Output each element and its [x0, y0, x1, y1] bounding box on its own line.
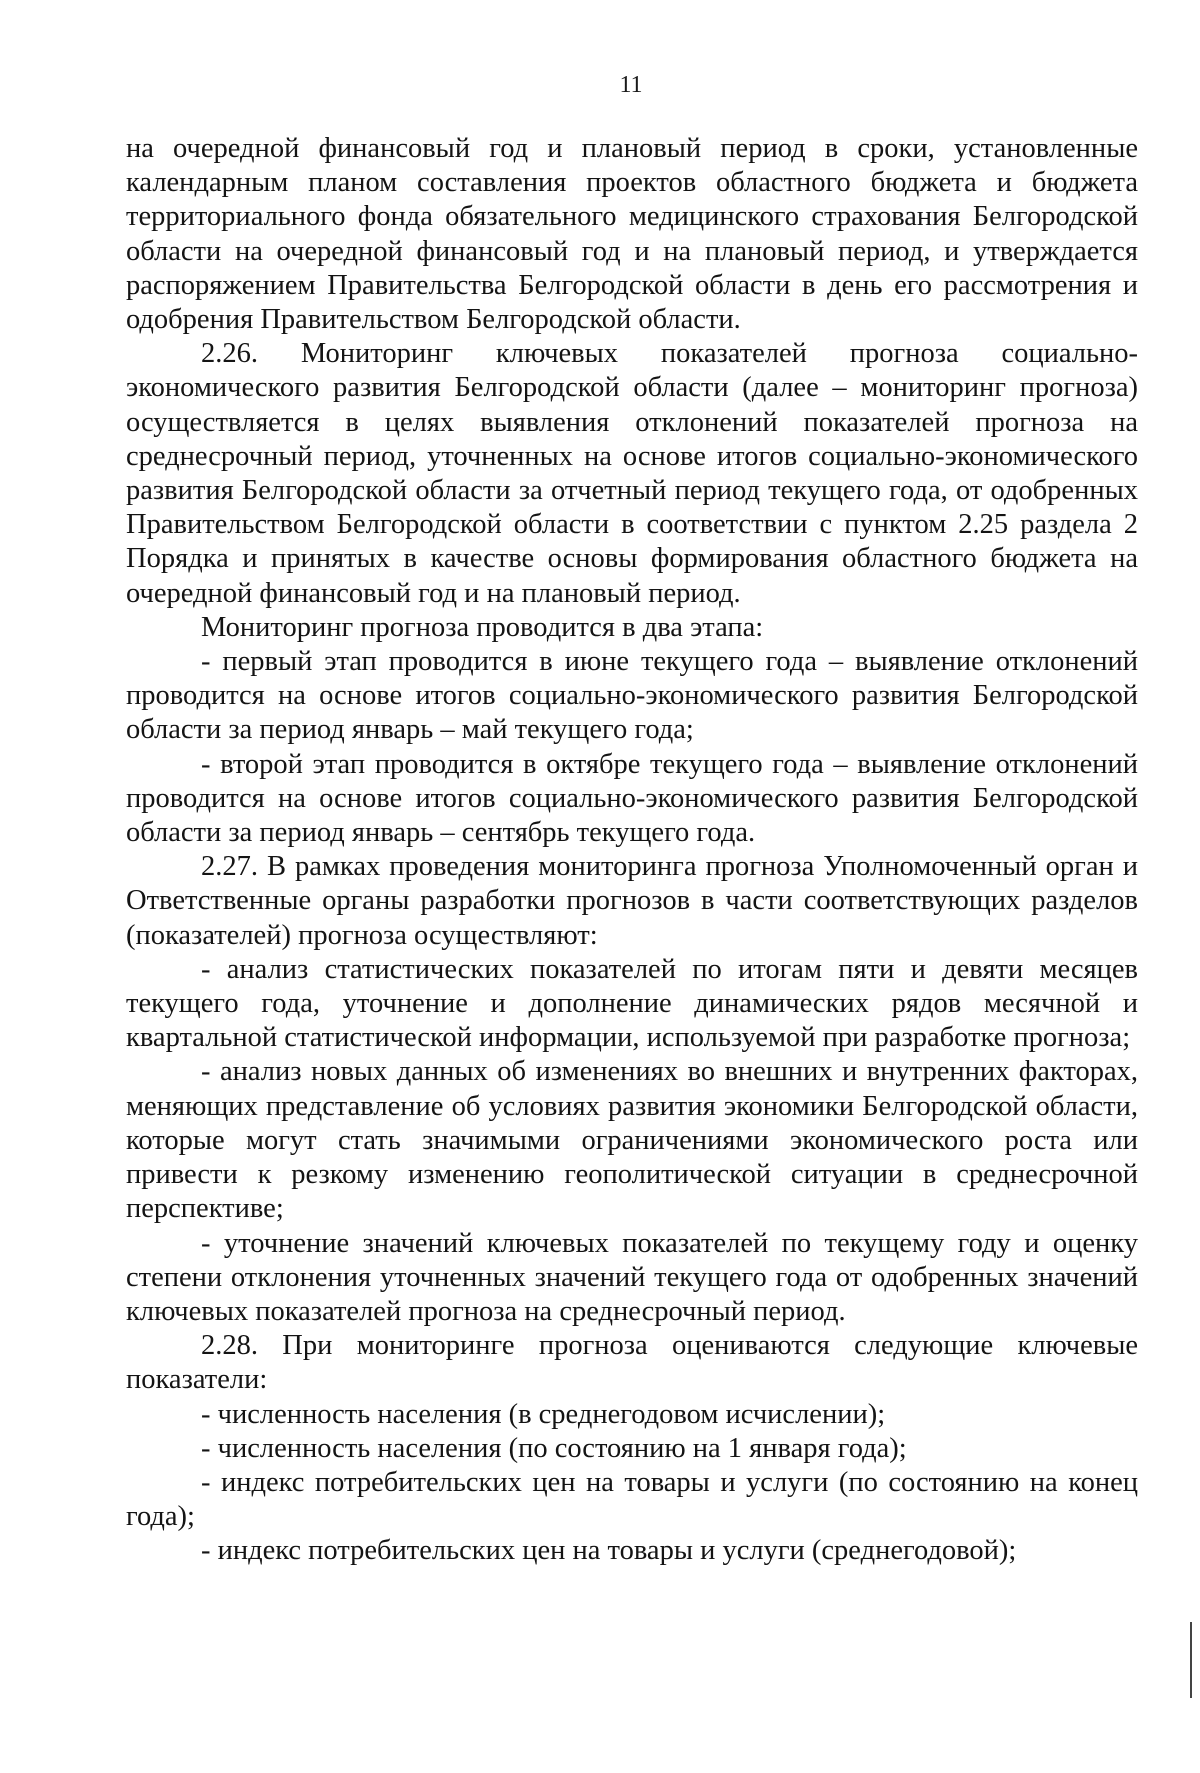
- list-item-cpi-average: - индекс потребительских цен на товары и услуги (среднегодовой);: [201, 1535, 1017, 1567]
- list-item-cpi-year-end: - индекс потребительских цен на товары и услуги (по состоянию на конец года);: [126, 1466, 1138, 1533]
- paragraph-monitoring-stages: Мониторинг прогноза проводится в два этапа:: [201, 611, 764, 643]
- list-item-new-data-analysis: - анализ новых данных об изменениях во внешних и внутренних факторах, меняющих представление об условиях развития экономики Белгородской области, которые могут стать значимыми ограничениями экономического роста или привести к резкому изменению геополитической ситуации в среднесрочной перспективе;: [126, 1056, 1138, 1225]
- list-item-population-january: - численность населения (по состоянию на 1 января года);: [201, 1432, 907, 1464]
- document-body: [126, 132, 1138, 1569]
- list-item-second-stage: - второй этап проводится в октябре текущего года – выявление отклонений проводится на основе итогов социально-экономического развития Белгородской области за период январь – сентябрь текущего года.: [126, 748, 1138, 849]
- page-number: 11: [619, 72, 643, 98]
- list-item-refinement: - уточнение значений ключевых показателей по текущему году и оценку степени отклонения уточненных значений текущего года от одобренных значений ключевых показателей прогноза на среднесрочный период.: [126, 1227, 1138, 1327]
- list-item-population-average: - численность населения (в среднегодовом исчислении);: [201, 1398, 886, 1430]
- scan-edge-mark: [1190, 1622, 1192, 1698]
- list-item-first-stage: - первый этап проводится в июне текущего года – выявление отклонений проводится на основе итогов социально-экономического развития Белгородской области за период январь – май текущего года;: [126, 646, 1138, 746]
- paragraph-2-27: 2.27. В рамках проведения мониторинга прогноза Уполномоченный орган и Ответственные органы разработки прогнозов в части соответствующих разделов (показателей) прогноза осуществляют:: [126, 851, 1138, 951]
- paragraph-2-26: 2.26. Мониторинг ключевых показателей прогноза социально-экономического развития Белгородской области (далее – мониторинг прогноза) осуществляется в целях выявления отклонений показателей прогноза на среднесрочный период, уточненных на основе итогов социально-экономического развития Белгородской области за отчетный период текущего года, от одобренных Правительством Белгородской области в соответствии с пунктом 2.25 раздела 2 Порядка и принятых в качестве основы формирования областного бюджета на очередной финансовый год и на плановый период.: [126, 338, 1138, 609]
- paragraph-2-28: 2.28. При мониторинге прогноза оцениваются следующие ключевые показатели:: [126, 1330, 1138, 1396]
- paragraph-continuation: на очередной финансовый год и плановый период в сроки, установленные календарным планом составления проектов областного бюджета и бюджета территориального фонда обязательного медицинского страхования Белгородской области на очередной финансовый год и на плановый период, и утверждается распоряжением Правительства Белгородской области в день его рассмотрения и одобрения Правительством Белгородской области.: [126, 133, 1138, 336]
- list-item-statistics-analysis: - анализ статистических показателей по итогам пяти и девяти месяцев текущего года, уточнение и дополнение динамических рядов месячной и квартальной статистической информации, используемой при разработке прогноза;: [126, 953, 1138, 1054]
